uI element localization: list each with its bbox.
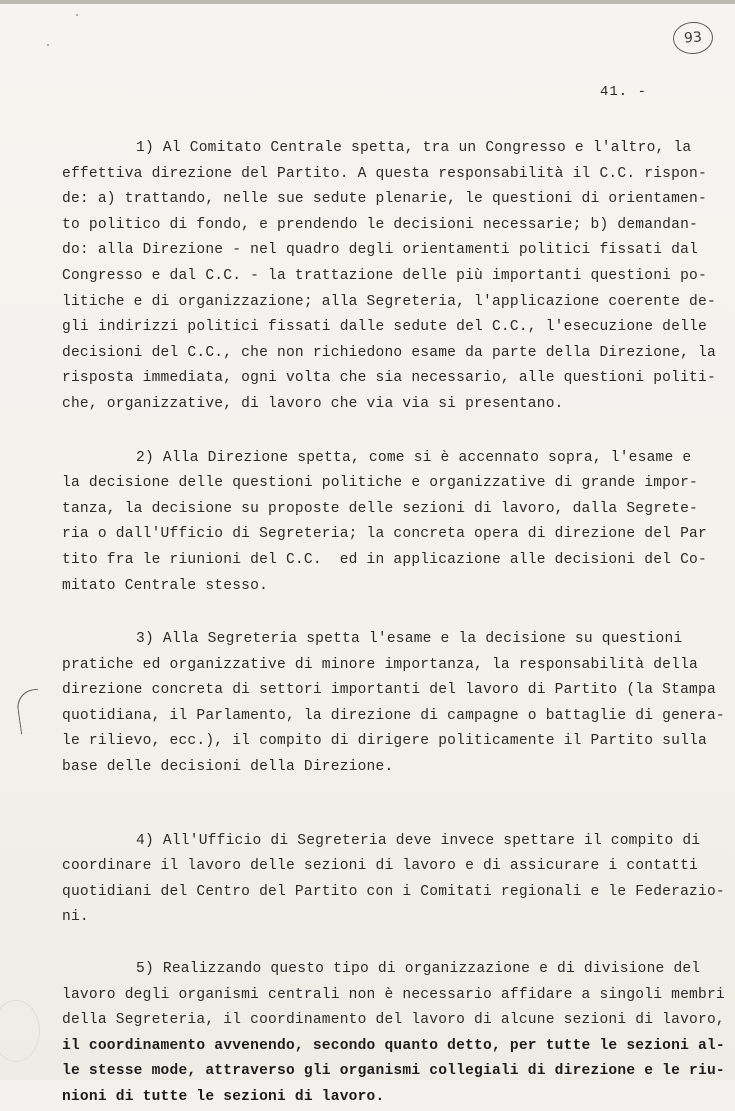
paragraph-1 [62, 136, 716, 418]
text-line: effettiva direzione del Partito. A questa responsabilità il C.C. rispon- [62, 165, 707, 182]
scan-top-edge [0, 0, 735, 4]
margin-bracket-mark [15, 689, 44, 735]
handwritten-page-mark: 93 [672, 21, 714, 56]
text-line: Congresso e dal C.C. - la trattazione delle più importanti questioni po- [62, 267, 707, 284]
document-body [62, 136, 725, 1111]
text-line: tanza, la decisione su proposte delle sezioni di lavoro, dalla Segrete- [62, 500, 698, 517]
text-line: 4) All'Ufficio di Segreteria deve invece spettare il compito di [136, 832, 701, 849]
text-line: quotidiana, il Parlamento, la direzione di campagne o battaglie di genera- [62, 707, 725, 724]
paragraph-2 [62, 446, 707, 600]
text-line: della Segreteria, il coordinamento del lavoro di alcune sezioni di lavoro, [62, 1012, 725, 1029]
text-line-bold: nioni di tutte le sezioni di lavoro. [62, 1089, 385, 1105]
text-line: mitato Centrale stesso. [62, 577, 269, 594]
text-line: 5) Realizzando questo tipo di organizzazione e di divisione del [136, 961, 701, 978]
text-line: risposta immediata, ogni volta che sia necessario, alle questioni politi- [62, 370, 716, 387]
text-line: ria o dall'Ufficio di Segreteria; la concreta opera di direzione del Par [62, 526, 707, 543]
text-line: pratiche ed organizzative di minore importanza, la responsabilità della [62, 656, 698, 673]
text-line: ni. [62, 909, 89, 926]
text-line: 1) Al Comitato Centrale spetta, tra un Congresso e l'altro, la [136, 140, 692, 156]
text-line-bold: le stesse mode, attraverso gli organismi collegiali di direzione e le riu- [62, 1063, 725, 1080]
text-line: direzione concreta di settori importanti del lavoro di Partito (la Stampa [62, 682, 716, 699]
text-line: 3) Alla Segreteria spetta l'esame e la decisione su questioni [136, 631, 683, 648]
text-line: quotidiani del Centro del Partito con i Comitati regionali e le Federazio- [62, 883, 725, 900]
scan-speck [47, 44, 49, 46]
page-number: 41. - [600, 84, 648, 100]
paragraph-4 [62, 829, 725, 931]
text-line: decisioni del C.C., che non richiedono esame da parte della Direzione, la [62, 344, 716, 361]
paragraph-3 [62, 627, 725, 781]
text-line: che, organizzative, di lavoro che via via si presentano. [62, 395, 564, 412]
text-line: coordinare il lavoro delle sezioni di lavoro e di assicurare i contatti [62, 858, 698, 875]
text-line: le rilievo, ecc.), il compito di dirigere politicamente il Partito sulla [62, 733, 707, 750]
text-line-bold: il coordinamento avvenendo, secondo quanto detto, per tutte le sezioni al- [62, 1037, 725, 1054]
text-line: to politico di fondo, e prendendo le decisioni necessarie; b) demandan- [62, 216, 698, 233]
text-line: 2) Alla Direzione spetta, come si è accennato sopra, l'esame e [136, 449, 692, 466]
text-line: la decisione delle questioni politiche e organizzative di grande impor- [62, 475, 698, 492]
text-line: lavoro degli organismi centrali non è necessario affidare a singoli membri [62, 986, 725, 1003]
paragraph-5 [62, 957, 725, 1111]
faded-stamp [0, 1000, 40, 1062]
text-line: gli indirizzi politici fissati dalle sedute del C.C., l'esecuzione delle [62, 319, 707, 336]
text-line: base delle decisioni della Direzione. [62, 759, 394, 776]
text-line: de: a) trattando, nelle sue sedute plenarie, le questioni di orientamen- [62, 191, 707, 208]
text-line: litiche e di organizzazione; alla Segreteria, l'applicazione coerente de- [62, 293, 716, 310]
text-line: tito fra le riunioni del C.C. ed in applicazione alle decisioni del Co- [62, 551, 707, 568]
text-line: do: alla Direzione - nel quadro degli orientamenti politici fissati dal [62, 242, 698, 259]
scan-speck [76, 14, 78, 16]
